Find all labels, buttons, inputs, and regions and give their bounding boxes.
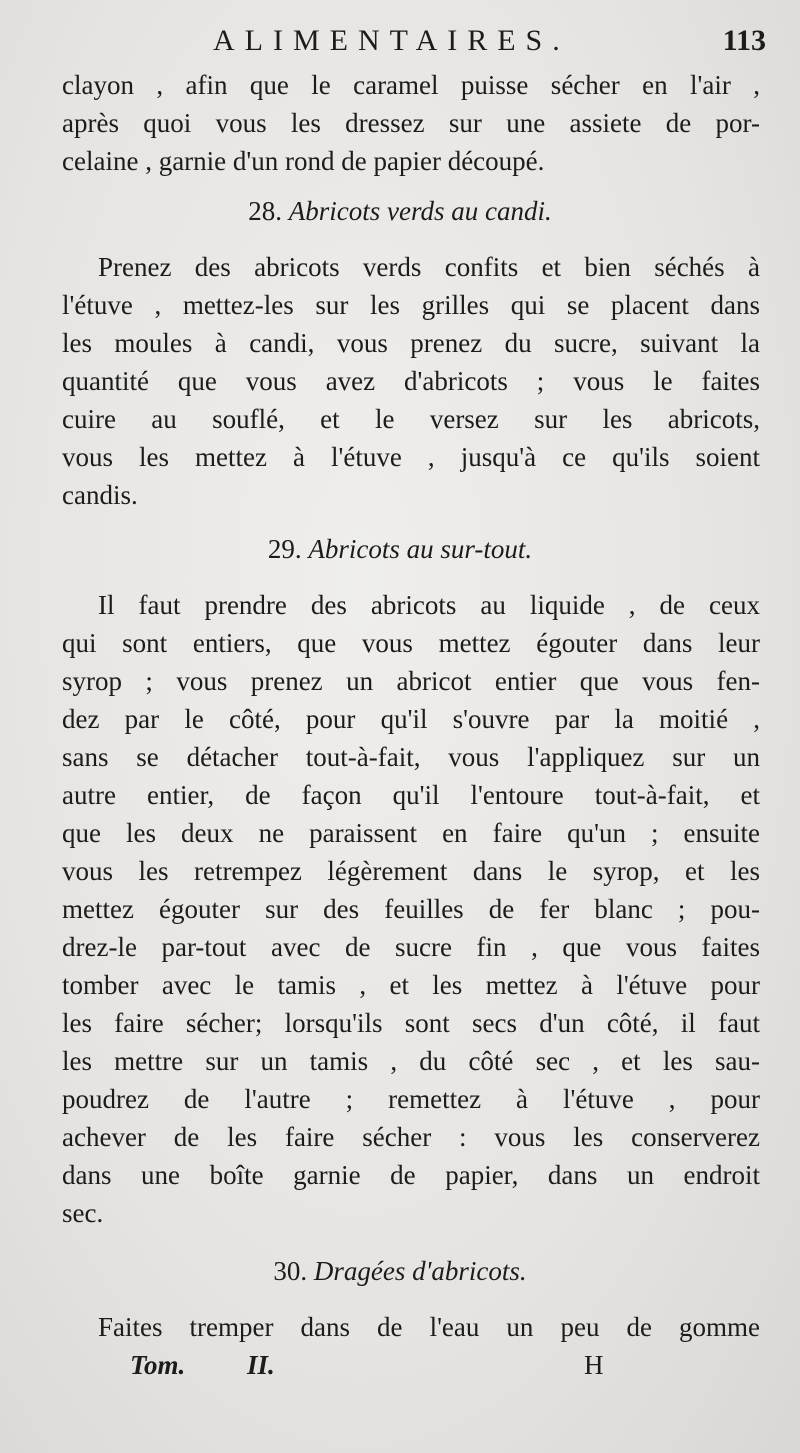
- running-title: ALIMENTAIRES.: [213, 24, 570, 57]
- text-line: Faites tremper dans de l'eau un peu de gomme: [98, 1312, 760, 1342]
- text-line: syrop ; vous prenez un abricot entier que vous fen-: [62, 666, 760, 696]
- section-heading-29: [0, 534, 800, 565]
- page-footer: [0, 1350, 800, 1390]
- text-line: drez-le par-tout avec de sucre fin , que vous faites: [62, 932, 760, 962]
- text-line: les mettre sur un tamis , du côté sec , et les sau-: [62, 1046, 760, 1076]
- text-line: qui sont entiers, que vous mettez égouter dans leur: [62, 628, 760, 658]
- section-number: 30.: [273, 1256, 308, 1286]
- paragraph-continuation: [62, 66, 760, 180]
- page-header: [0, 22, 800, 62]
- text-line: dans une boîte garnie de papier, dans un endroit: [62, 1160, 760, 1190]
- volume-label: Tom.: [130, 1350, 186, 1380]
- text-line: vous les retrempez légèrement dans le syrop, et les: [62, 856, 760, 886]
- volume-number: II.: [247, 1350, 275, 1380]
- text-line: vous les mettez à l'étuve , jusqu'à ce qu'ils soient: [62, 442, 760, 472]
- section-heading-30: [0, 1256, 800, 1287]
- text-line: dez par le côté, pour qu'il s'ouvre par la moitié ,: [62, 704, 760, 734]
- text-line: après quoi vous les dressez sur une assiete de por-: [62, 108, 760, 138]
- paragraph-30: [62, 1308, 760, 1346]
- text-line: autre entier, de façon qu'il l'entoure tout-à-fait, et: [62, 780, 760, 810]
- section-heading-28: [0, 196, 800, 227]
- paragraph-28: [62, 248, 760, 514]
- text-line: les faire sécher; lorsqu'ils sont secs d'un côté, il faut: [62, 1008, 760, 1038]
- text-line: mettez égouter sur des feuilles de fer blanc ; pou-: [62, 894, 760, 924]
- text-line: l'étuve , mettez-les sur les grilles qui se placent dans: [62, 290, 760, 320]
- section-number: 28.: [248, 196, 283, 226]
- paragraph-29: [62, 586, 760, 1232]
- text-line: achever de les faire sécher : vous les conserverez: [62, 1122, 760, 1152]
- text-line: tomber avec le tamis , et les mettez à l'étuve pour: [62, 970, 760, 1000]
- text-line: sec.: [62, 1198, 104, 1228]
- section-number: 29.: [267, 534, 302, 564]
- text-line: les moules à candi, vous prenez du sucre, suivant la: [62, 328, 760, 358]
- section-title: Abricots verds au candi.: [288, 196, 552, 226]
- text-line: quantité que vous avez d'abricots ; vous le faites: [62, 366, 760, 396]
- section-title: Dragées d'abricots.: [313, 1256, 527, 1286]
- text-line: poudrez de l'autre ; remettez à l'étuve , pour: [62, 1084, 760, 1114]
- text-line: Il faut prendre des abricots au liquide , de ceux: [98, 590, 760, 620]
- text-line: que les deux ne paraissent en faire qu'un ; ensuite: [62, 818, 760, 848]
- text-line: candis.: [62, 480, 138, 510]
- text-line: cuire au souflé, et le versez sur les abricots,: [62, 404, 760, 434]
- signature-mark: H: [584, 1350, 604, 1380]
- text-line: sans se détacher tout-à-fait, vous l'appliquez sur un: [62, 742, 760, 772]
- text-line: celaine , garnie d'un rond de papier découpé.: [62, 146, 545, 176]
- page-number: 113: [722, 24, 766, 57]
- text-line: clayon , afin que le caramel puisse sécher en l'air ,: [62, 70, 760, 100]
- section-title: Abricots au sur-tout.: [308, 534, 533, 564]
- text-line: Prenez des abricots verds confits et bien séchés à: [98, 252, 760, 282]
